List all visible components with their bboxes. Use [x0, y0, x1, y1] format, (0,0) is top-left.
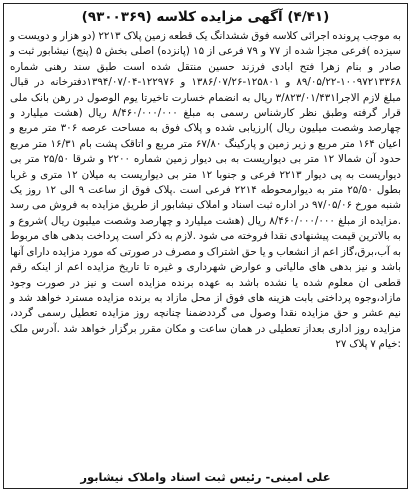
notice-body	[10, 29, 401, 353]
notice-paragraph: به موجب پرونده اجرائی کلاسه فوق ششدانگ یک قطعه زمین پلاک ۲۲۱۳ (دو هزار و دویست و سیزده )فرعی مجزا شده از ۷۷ و ۷۹ فرعی از ۱۵ (پانزده) اصلی بخش ۵ (پنج) نیشابور ثبت و صادر و بنام زهرا فتح ابادی فرزند حسین منتقل شده است طبق سند رهنی شماره ۱۰۰۹۷۲۱۳۳۶۸-۸۹/۰۵/۲۲ و ۱۲۵۸۰۱-۱۳۸۶/۰۷/۲۶ و ۱۲۲۹۷۶-۱۳۹۴/۰۷/۰۴دفترخانه در قبال مبلغ لازم الاجرا۳/۸۲۳/۰۱/۴۳۱ ریال به انضمام خسارت تاخیرتا یوم الوصول در رهن بانک ملی قرار گرفته وطبق نظر کارشناس رسمی به مبلغ ۸/۴۶۰/۰۰۰/۰۰۰ ریال (هشت میلیارد و چهارصد وشصت میلیون ریال )ارزیابی شده و پلاک فوق به مساحت عرصه ۳۰۶ متر مربع و اعیان ۱۶۴ متر مربع و زیر زمین و پارکینگ ۶۷/۸۰ متر مربع و اتاقک پشت بام ۱۶/۳۱ متر مربع حدود آن شمالا ۱۲ متر بی دیواریست به بی دیوار زمین شماره ۲۲۰۰ و شرقا ۲۵/۵۰ متر بی دیواریست به پی دیوار ۲۲۱۳ فرعی و جنوبا ۱۲ متر بی دیواریست به میلان ۱۲ متری و غربا بطول ۲۵/۵۰ متر به دیوارمحوطه ۲۲۱۴ فرعی است .پلاک فوق از ساعت ۹ الی ۱۲ روز یک شنبه مورخ ۹۷/۰۵/۰۶ در اداره ثبت اسناد و املاک نیشابور از طریق مزایده به فروش می رسد .مزایده از مبلغ ۸/۴۶۰/۰۰۰/۰۰۰ ریال (هشت میلیارد و چهارصد وشصت میلیون ریال )شروع و به بالاترین قیمت پیشنهادی نقدا فروخته می شود .لازم به ذکر است پرداخت بدهی های مربوط به آب،برق،گاز اعم از انشعاب و یا حق اشتراک و مصرف در صورتی که مورد مزایده دارای آنها باشد و نیز بدهی های مالیاتی و عوارض شهرداری و غیره تا تاریخ مزایده اعم از اینکه رقم قطعی ان معلوم شده یا نشده باشد به عهده برنده مزایده است و نیز در صورت وجود مازاد،وجوه پرداختی بابت هزینه های فوق از محل مازاد به برنده مزایده مسترد خواهد شد و نیم عشر و حق مزایده نقدا وصول می گرددضمنا چنانچه روز مزایده تعطیل رسمی گردد، مزایده روز اداری بعداز تعطیلی در همان ساعت و مکان مقرر برگزار خواهد شد .آدرس ملک :خیام ۷ پلاک ۲۷	[10, 30, 402, 351]
notice-signature: علی امینی- رئیس ثبت اسناد واملاک نیشابور	[80, 470, 331, 484]
notice-title: (۴/۴۱) آگهی مزایده کلاسه (۹۳۰۰۳۶۹)	[81, 9, 330, 25]
auction-notice	[3, 3, 408, 489]
